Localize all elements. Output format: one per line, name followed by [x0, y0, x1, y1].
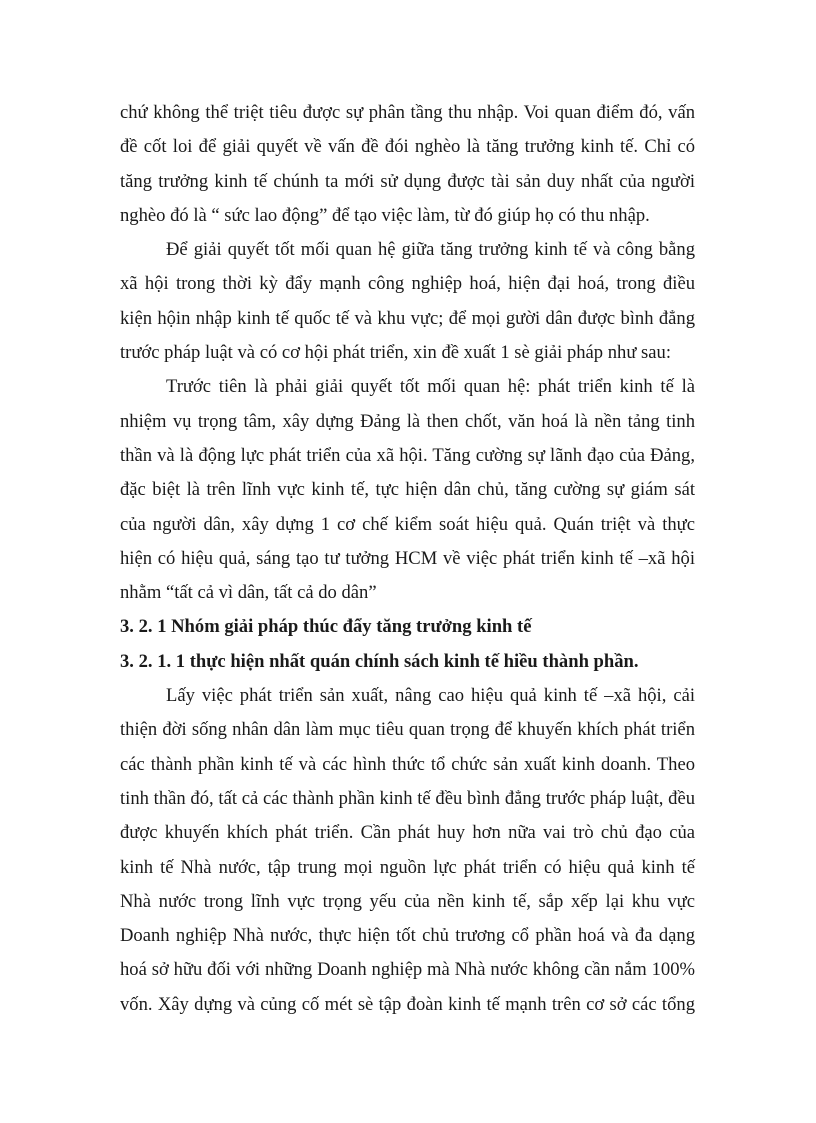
text-line: hiện có hiệu quả, sáng tạo tư tưởng HCM về việc phát triển kinh tế –xã hội — [120, 547, 695, 569]
text-line: nghèo đó là “ sức lao động” để tạo việc làm, từ đó giúp họ có thu nhập. — [120, 204, 650, 226]
text-line: Nhà nước trong lĩnh vực trọng yếu của nền kinh tế, sắp xếp lại khu vực — [120, 890, 695, 912]
text-line: kinh tế Nhà nước, tập trung mọi nguồn lực phát triển có hiệu quả kinh tế — [120, 856, 695, 878]
text-line: Lấy việc phát triển sản xuất, nâng cao hiệu quả kinh tế –xã hội, cải — [166, 685, 695, 707]
text-line: nhằm “tất cả vì dân, tất cả do dân” — [120, 582, 377, 604]
text-line: kiện hộin nhập kinh tế quốc tế và khu vực; để mọi gười dân được bình đẳng — [120, 307, 695, 329]
text-line: Trước tiên là phải giải quyết tốt mối quan hệ: phát triển kinh tế là — [166, 376, 695, 398]
text-line: hoá sở hữu đối với những Doanh nghiệp mà Nhà nước không cần nắm 100% — [120, 959, 695, 981]
text-line: đề cốt loi để giải quyết về vấn đề đói nghèo là tăng trưởng kinh tế. Chỉ có — [120, 136, 695, 158]
text-line: xã hội trong thời kỳ đẩy mạnh công nghiệp hoá, hiện đại hoá, trong điều — [120, 273, 695, 295]
section-heading: 3. 2. 1 Nhóm giải pháp thúc đẩy tăng trưởng kinh tế — [120, 616, 532, 638]
body-text — [120, 96, 695, 1022]
text-line: nhiệm vụ trọng tâm, xây dựng Đảng là then chốt, văn hoá là nền tảng tinh — [120, 410, 695, 432]
text-line: được khuyến khích phát triển. Cần phát huy hơn nữa vai trò chủ đạo của — [120, 822, 695, 844]
text-line: các thành phần kinh tế và các hình thức tổ chức sản xuất kinh doanh. Theo — [120, 753, 695, 775]
text-line: tinh thần đó, tất cả các thành phần kinh tế đều bình đẳng trước pháp luật, đều — [120, 787, 695, 809]
text-line: thiện đời sống nhân dân làm mục tiêu quan trọng để khuyến khích phát triển — [120, 719, 695, 741]
text-line: chứ không thể triệt tiêu được sự phân tầng thu nhập. Voi quan điểm đó, vấn — [120, 102, 695, 123]
text-line: vốn. Xây dựng và củng cố mét sè tập đoàn kinh tế mạnh trên cơ sở các tổng — [120, 993, 695, 1015]
text-line: của người dân, xây dựng 1 cơ chế kiểm soát hiệu quả. Quán triệt và thực — [120, 513, 695, 535]
text-line: thần và là động lực phát triển của xã hội. Tăng cường sự lãnh đạo của Đảng, — [120, 444, 695, 466]
text-line: đặc biệt là trên lĩnh vực kinh tế, tực hiện dân chủ, tăng cường sự giám sát — [120, 479, 695, 501]
text-line: Để giải quyết tốt mối quan hệ giữa tăng trưởng kinh tế và công bằng — [166, 239, 695, 261]
text-line: tăng trưởng kinh tế chúnh ta mới sử dụng được tài sản duy nhất của người — [120, 170, 695, 192]
subsection-heading: 3. 2. 1. 1 thực hiện nhất quán chính sách kinh tế hiều thành phần. — [120, 650, 639, 672]
text-line: Doanh nghiệp Nhà nước, thực hiện tốt chủ trương cổ phần hoá và đa dạng — [120, 925, 695, 947]
text-line: trước pháp luật và có cơ hội phát triển, xin đề xuất 1 sè giải pháp như sau: — [120, 342, 672, 364]
